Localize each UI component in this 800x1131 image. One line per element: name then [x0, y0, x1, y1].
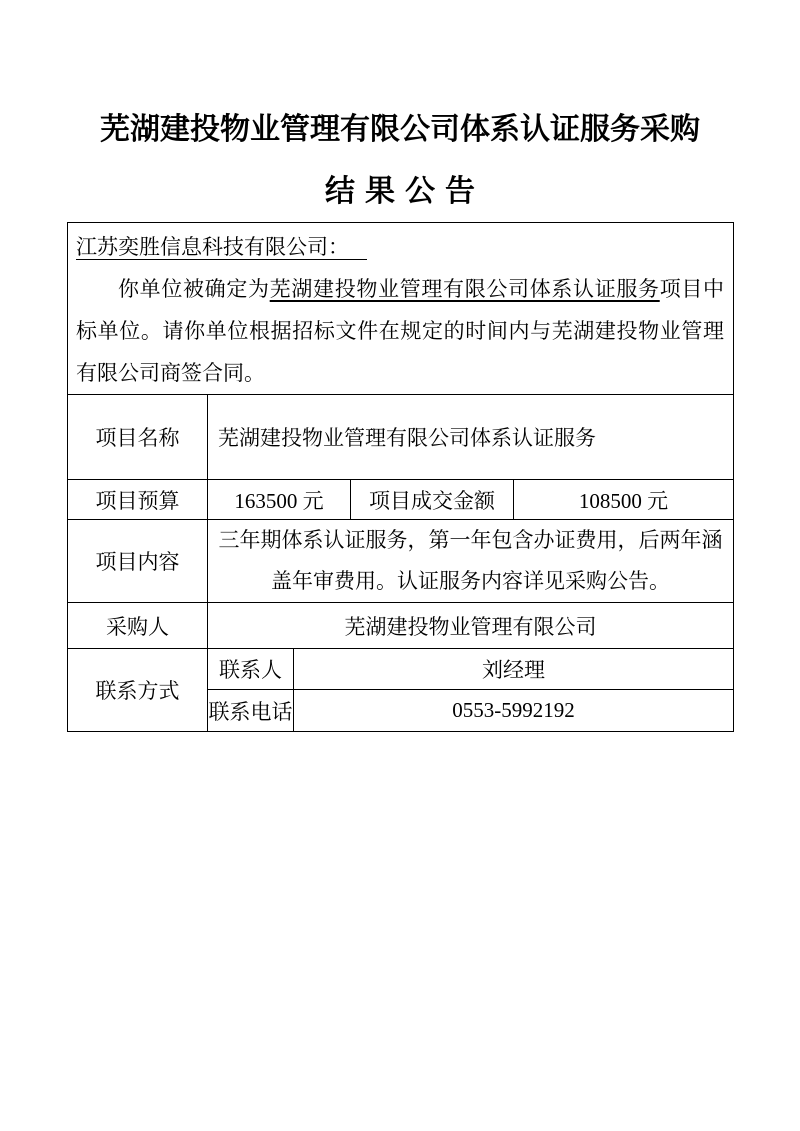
- purchaser-value: 芜湖建投物业管理有限公司: [208, 603, 734, 649]
- contact-person-label: 联系人: [208, 649, 294, 690]
- notice-salutation-line: [76, 226, 724, 268]
- budget-label: 项目预算: [68, 480, 208, 520]
- project-name-label: 项目名称: [68, 395, 208, 480]
- contact-phone-label: 联系电话: [208, 690, 294, 732]
- table-row-project-name: [68, 395, 734, 480]
- notice-para-suffix: 项目中标单位。请你单位根据招标文件在规定的时间内与芜湖建投物业管理有限公司商签合同。: [76, 277, 725, 385]
- content-label: 项目内容: [68, 520, 208, 603]
- notice-cell: [68, 223, 734, 395]
- page-title-line2: 结果公告: [325, 175, 485, 208]
- contact-label: 联系方式: [68, 649, 208, 732]
- notice-para-prefix: 你单位被确定为: [118, 277, 270, 301]
- notice-para-underlined: 芜湖建投物业管理有限公司体系认证服务: [269, 277, 660, 301]
- purchaser-label: 采购人: [68, 603, 208, 649]
- budget-value: 163500 元: [208, 480, 351, 520]
- project-name-value: 芜湖建投物业管理有限公司体系认证服务: [208, 395, 734, 480]
- table-row-content: [68, 520, 734, 603]
- contact-phone-value: 0553-5992192: [294, 690, 734, 732]
- deal-amount-value: 108500 元: [514, 480, 734, 520]
- notice-salutation: 江苏奕胜信息科技有限公司：: [76, 235, 367, 260]
- table-row-budget: [68, 480, 734, 520]
- table-row-purchaser: [68, 603, 734, 649]
- table-row-notice: [68, 223, 734, 395]
- notice-paragraph: [76, 268, 724, 394]
- announcement-table: [67, 222, 734, 732]
- page-title-line1: 芜湖建投物业管理有限公司体系认证服务采购: [100, 113, 700, 146]
- content-value: 三年期体系认证服务，第一年包含办证费用，后两年涵盖年审费用。认证服务内容详见采购公告。: [208, 520, 734, 603]
- contact-person-value: 刘经理: [294, 649, 734, 690]
- deal-amount-label: 项目成交金额: [351, 480, 514, 520]
- table-row-contact-person: [68, 649, 734, 690]
